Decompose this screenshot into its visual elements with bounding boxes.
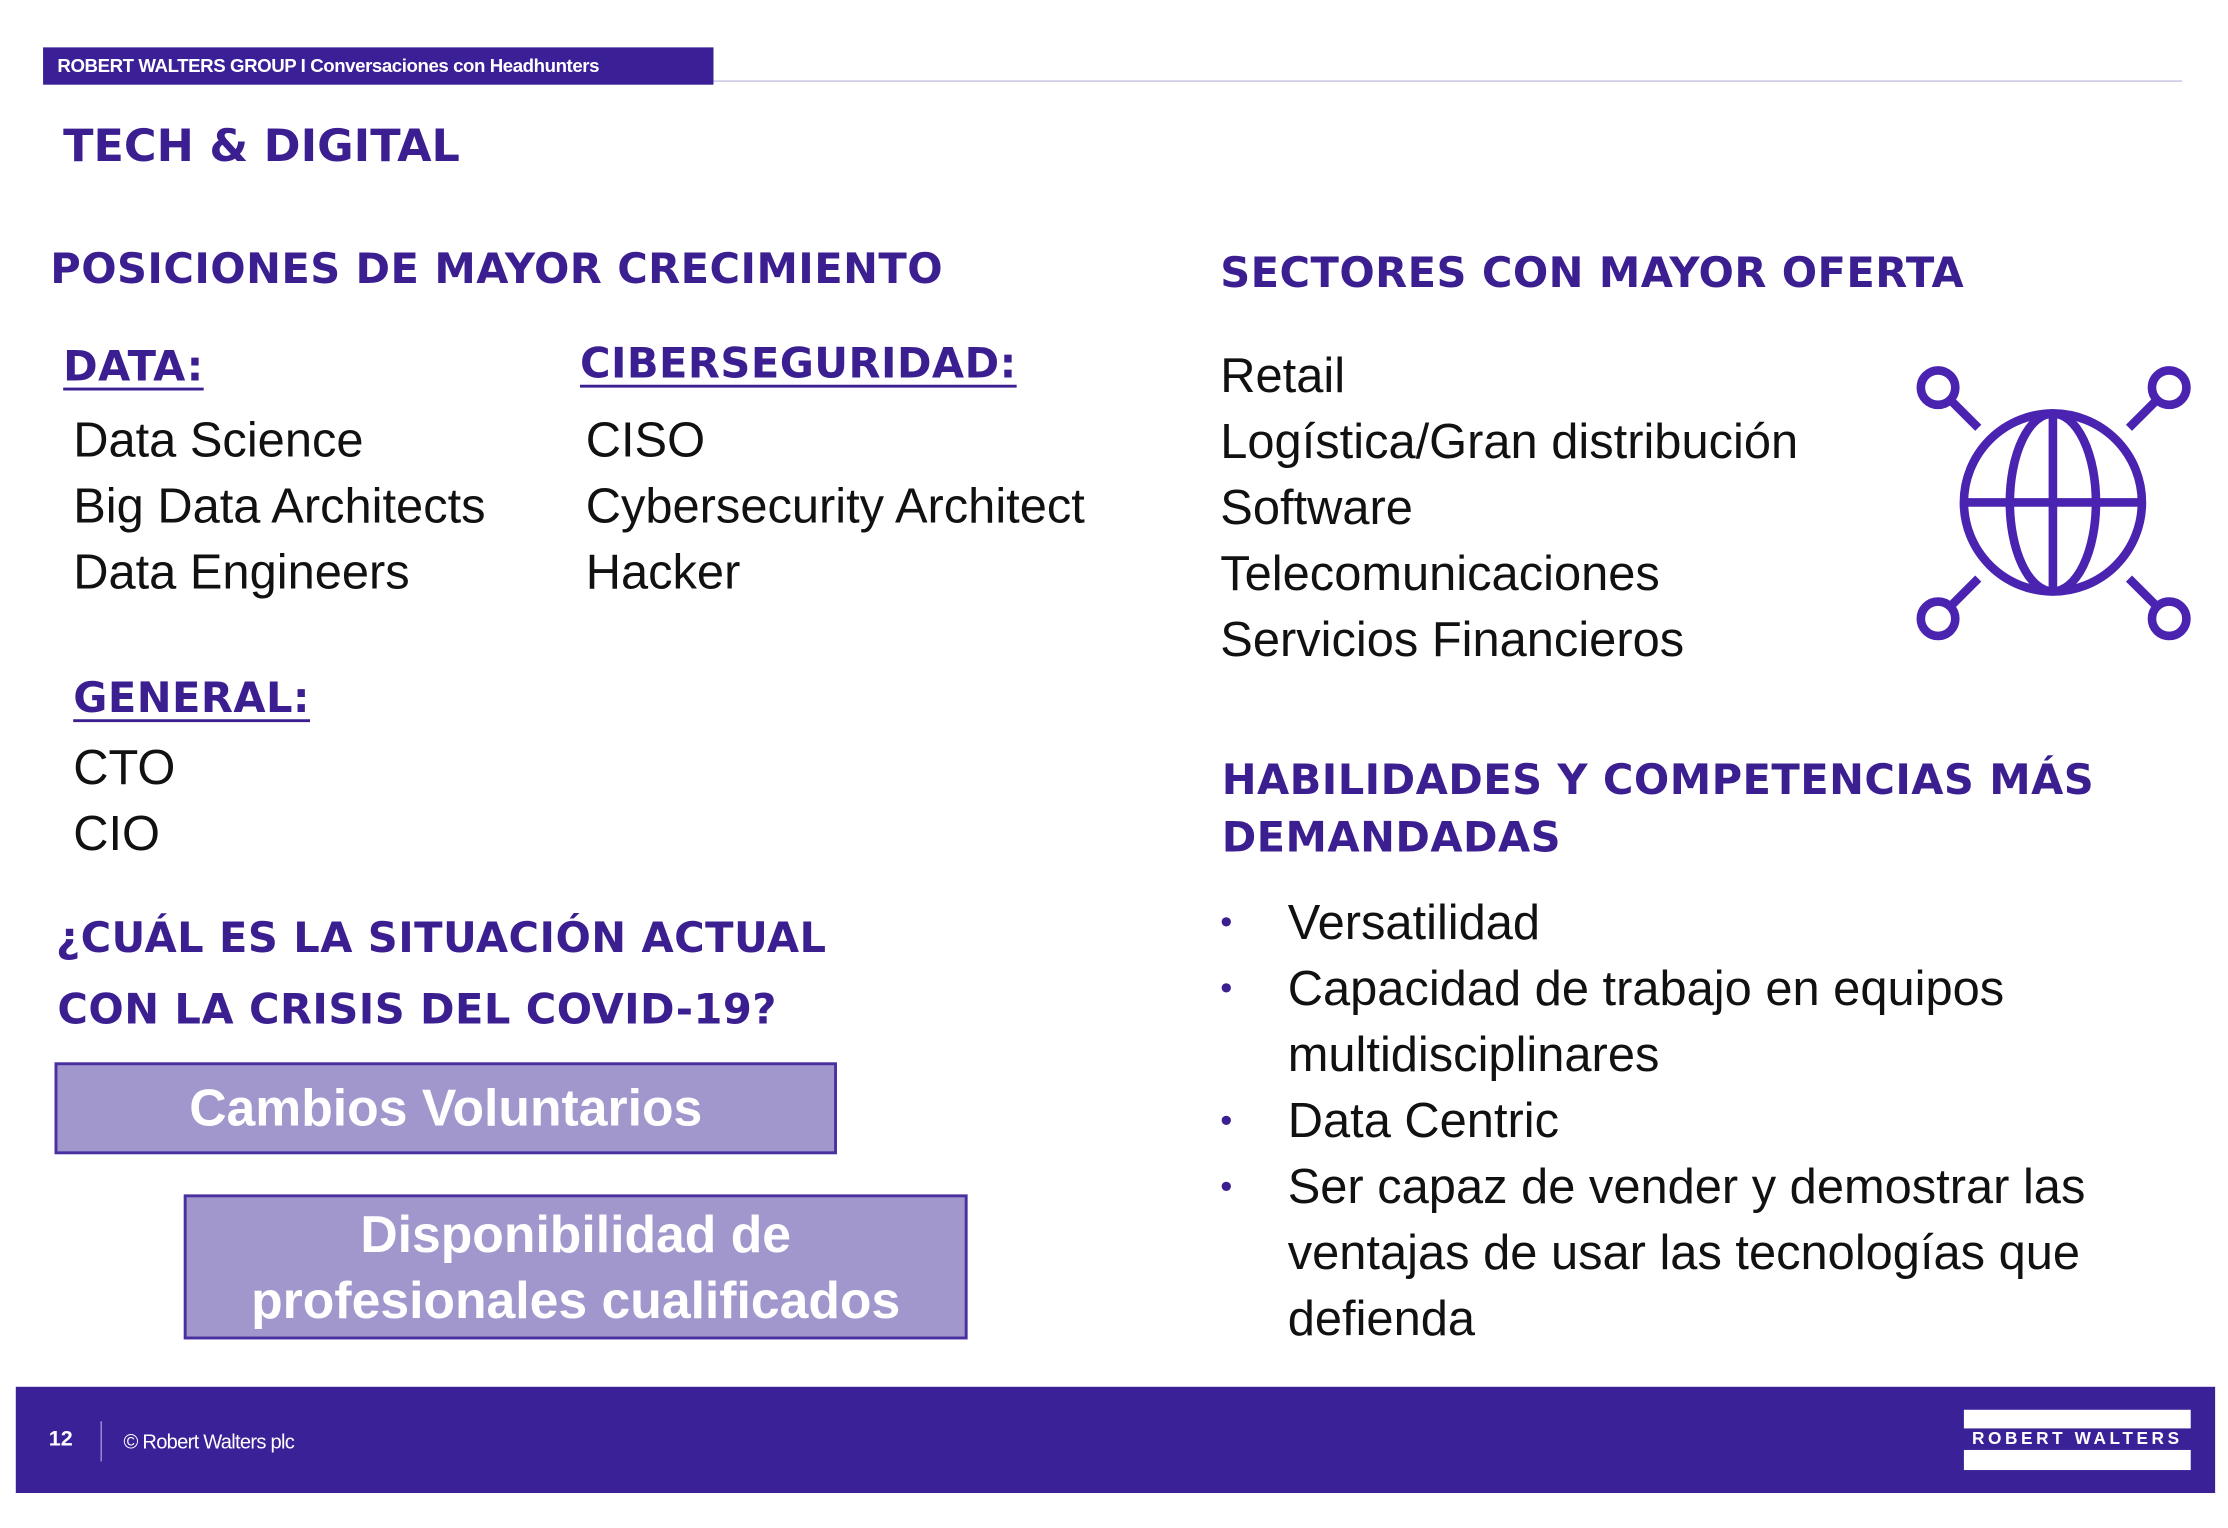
logo-bar-top (1964, 1410, 2191, 1429)
list-item: Telecomunicaciones (1220, 546, 1660, 602)
footer-divider (100, 1421, 101, 1461)
positions-heading: POSICIONES DE MAYOR CRECIMIENTO (50, 244, 944, 293)
cyber-label: CIBERSEGURIDAD: (579, 338, 1017, 388)
logo-bar-bottom (1964, 1450, 2191, 1470)
general-list (73, 735, 175, 867)
skills-list (1220, 890, 2196, 1352)
availability-line2: profesionales cualificados (251, 1269, 901, 1329)
covid-heading-line2: CON LA CRISIS DEL COVID-19? (57, 984, 777, 1034)
list-item: Cybersecurity Architect (585, 479, 1085, 535)
header-bar: ROBERT WALTERS GROUP I Conversaciones con Headhunters (43, 47, 713, 84)
voluntary-changes-box: Cambios Voluntarios (55, 1062, 837, 1154)
list-item: • Ser capaz de vender y demostrar las ventajas de usar las tecnologías que defienda (1220, 1154, 2196, 1352)
page-number: 12 (48, 1426, 73, 1452)
header-divider (713, 80, 2182, 81)
sectors-list (1220, 343, 1798, 673)
list-item: Software (1220, 480, 1413, 536)
copyright: © Robert Walters plc (123, 1429, 295, 1453)
list-item: Servicios Financieros (1220, 613, 1685, 668)
list-item: Big Data Architects (73, 479, 486, 535)
availability-line1: Disponibilidad de (360, 1203, 792, 1263)
list-item: Retail (1220, 348, 1346, 404)
cyber-list (586, 408, 1085, 606)
robert-walters-logo: ROBERT WALTERS (1971, 1428, 2183, 1449)
sectors-heading: SECTORES CON MAYOR OFERTA (1220, 248, 1965, 298)
list-item: • Capacidad de trabajo en equipos multidisciplinares (1220, 956, 2196, 1088)
data-list (73, 408, 485, 606)
globe-network-icon (1909, 359, 2196, 646)
list-item: • Data Centric (1220, 1088, 2196, 1154)
list-item: Hacker (585, 545, 741, 601)
list-item: • Versatilidad (1220, 890, 2196, 956)
list-item: CISO (585, 413, 706, 469)
list-item: CTO (73, 740, 176, 796)
list-item: CIO (73, 806, 161, 862)
general-label: GENERAL: (73, 673, 311, 723)
list-item: Logística/Gran distribución (1220, 414, 1799, 470)
list-item: Data Engineers (73, 545, 410, 601)
data-label: DATA: (63, 341, 204, 391)
page-title: TECH & DIGITAL (63, 120, 460, 173)
footer (16, 1387, 2215, 1493)
covid-heading-line1: ¿CUÁL ES LA SITUACIÓN ACTUAL (55, 913, 827, 962)
list-item: Data Science (73, 413, 364, 469)
availability-box (184, 1194, 968, 1339)
skills-heading-line2: DEMANDADAS (1221, 812, 1562, 862)
skills-heading-line1: HABILIDADES Y COMPETENCIAS MÁS (1221, 755, 2095, 804)
